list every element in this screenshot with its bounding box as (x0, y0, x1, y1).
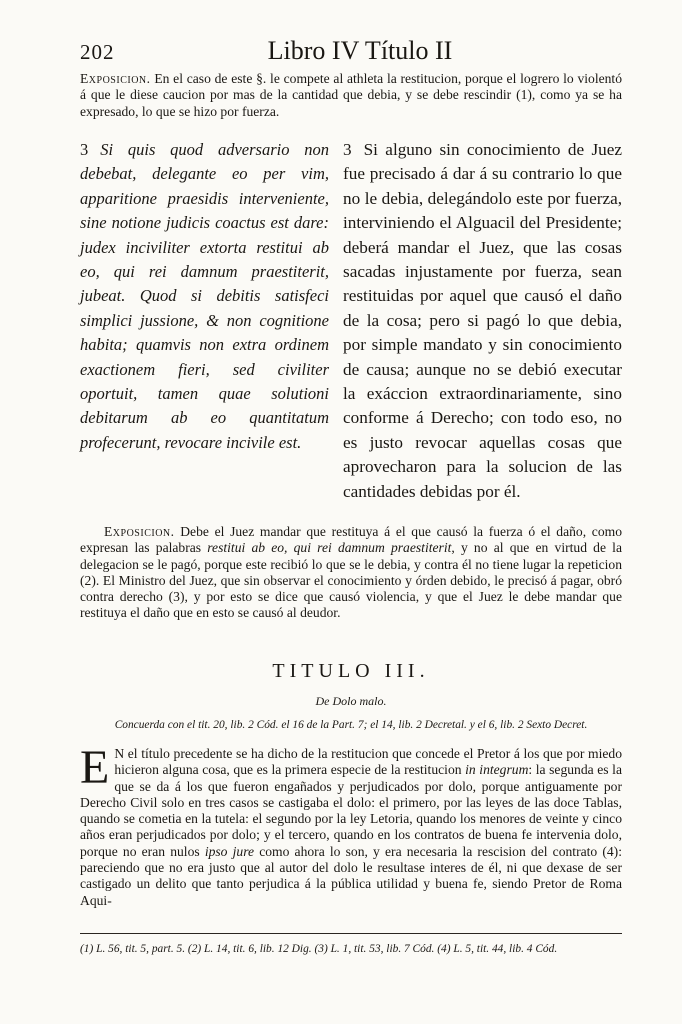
spanish-column (343, 138, 622, 504)
page-number: 202 (80, 40, 115, 64)
body-emphasis-2: ipso jure (204, 843, 255, 859)
exposicion-paragraph-1 (80, 71, 622, 120)
footnotes: (1) L. 56, tit. 5, part. 5. (2) L. 14, tit. 6, lib. 12 Dig. (3) L. 1, tit. 53, lib. 7 Cód. (4) L. 5, tit. 44, lib. 4 Cód. (80, 943, 558, 955)
section-title: TITULO III. (272, 660, 430, 682)
running-title: Libro IV Título II (267, 36, 453, 65)
exposicion-paragraph-2 (80, 524, 622, 622)
body-paragraph (80, 741, 622, 909)
body-text-part3: como ahora lo son, y era necesaria la rescision del contrato (4): pareciendo que no era justo que al autor del dolo le resultase interes de él, ni que dexase de ser castigado un delito que tanto perjudica á la pública utilidad y buena fe, siendo Pretor de Roma Aqui- (80, 843, 622, 908)
latin-text: Si quis quod adversario non debebat, delegante eo per vim, apparitione praesidis interveniente, sine notione judicis coactus est dare: judex inciviliter extorta restitui ab eo, qui rei damnum praestiterit, jubeat. Quod si debitis satisfeci simplici jussione, & non cognitione habita; quamvis non extra ordinem exactionem fieri, sed civiliter oportuit, tamen quae solutioni debitarum ab eo quantitatum profecerunt, revocare incivile est. (80, 140, 329, 452)
spanish-text: Si alguno sin conocimiento de Juez fue precisado á dar á su contrario lo que no le debia, delegándolo este por fuerza, interviniendo el Alguacil del Presidente; deberá mandar el Juez, que las cosas sacadas injustamente por fuerza, sean restituidas por aquel que causó el daño de la cosa; pero si pagó lo que debia, por simple mandato y sin conocimiento de causa; aunque no se debió executar la exáccion extraordinariamente, sino conforme á Derecho; con todo eso, no es justo revocar aquellas cosas que aprovecharon para la solucion de las cantidades debidas por él. (343, 140, 622, 501)
body-text-part2: : la segunda es la que se da á los que fueron engañados y perjudicados por dolo, porque antiguamente por Derecho Civil solo en tres casos se castigaba el dolo: el primero, por las leyes de las doce Tablas, quando se cometia en la tutela: el segundo por la ley Letoria, quando los menores de veinte y cinco años eran perjudicados por dolo; y el tercero, quando en los contratos de buena fe intervenia dolo, porque no eran nulos (80, 762, 622, 859)
latin-column (80, 138, 329, 455)
drop-cap: E (80, 741, 110, 794)
concordance-line: Concuerda con el tit. 20, lib. 2 Cód. el 16 de la Part. 7; el 14, lib. 2 Decretal. y el 6, lib. 2 Sexto Decret. (114, 719, 588, 731)
exposicion-label: Exposicion. (80, 71, 151, 86)
body-emphasis-1: in integrum (465, 762, 529, 778)
page-header (80, 36, 640, 68)
exposicion-text-part2: , y no al que en virtud de la delegacion se le pagó, porque este recibió lo que se le debia, y contra él no tiene lugar la repeticion (2). El Ministro del Juez, que sin observar el conocimiento y órden debido, le precisó á pagar, obró contra derecho (3), y por esto se dice que causó violencia, y que el Juez le debe mandar que restituya el daño que en esto se causó al deudor. (80, 540, 622, 621)
exposicion-text: En el caso de este §. le compete al athleta la restitucion, porque el logrero lo violentó á que le diese caucion por mas de la cantidad que debia, y se debe rescindir (1), como ya se ha expresado, lo que se hizo por fuerza. (80, 71, 622, 119)
section-subtitle: De Dolo malo. (315, 694, 387, 708)
latin-quote: restitui ab eo, qui rei damnum praestiterit (207, 540, 452, 556)
exposicion-label: Exposicion. (104, 524, 175, 539)
footnote-rule (80, 933, 622, 934)
latin-paragraph-number: 3 (80, 140, 89, 159)
body-text-part1: N el título precedente se ha dicho de la restitucion que concede el Pretor á los que por miedo hicieron alguna cosa, que es la primera especie de la restitucion (114, 746, 622, 778)
spanish-paragraph-number: 3 (343, 140, 352, 159)
exposicion-text-part1: Debe el Juez mandar que restituya á el que causó la fuerza ó el daño, como expresan las palabras (80, 524, 622, 556)
